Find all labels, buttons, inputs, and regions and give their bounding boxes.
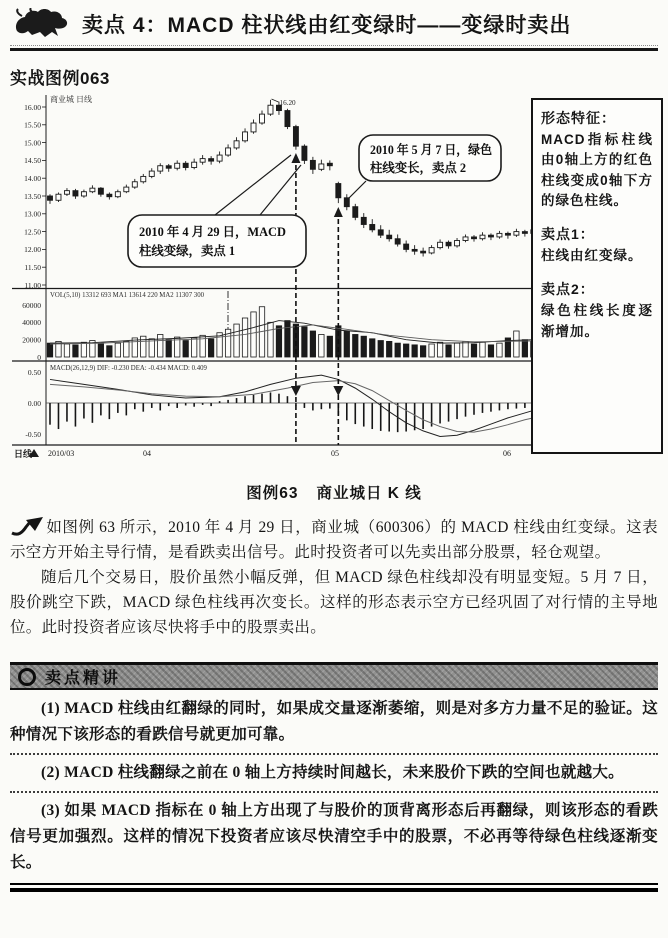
callout-text: 2010 年 5 月 7 日，绿色 <box>370 143 498 157</box>
volume-bar <box>276 326 281 357</box>
sell-point-2-heading: 卖点2： <box>541 281 595 298</box>
volume-bar <box>124 341 129 357</box>
candle-body <box>158 166 163 171</box>
candle-body <box>319 164 324 169</box>
volume-bar <box>302 327 307 357</box>
candle-body <box>56 194 61 200</box>
volume-bar <box>471 344 476 357</box>
x-tick-label: 05 <box>331 449 339 458</box>
volume-bar <box>251 312 256 357</box>
kline-chart <box>10 93 545 465</box>
candle-body <box>480 235 485 239</box>
tips-banner <box>10 662 658 690</box>
candle-body <box>302 146 307 160</box>
x-tick-label: 2010/03 <box>48 449 75 458</box>
volume-bar <box>115 343 120 357</box>
chapter-title: 卖点 4：MACD 柱状线由红变绿时——变绿时卖出 <box>82 14 572 37</box>
volume-bar <box>73 345 78 357</box>
header-rule-dotted <box>10 45 658 46</box>
candle-body <box>310 160 315 169</box>
volume-bar <box>344 331 349 357</box>
candle-body <box>115 192 120 197</box>
sell-down-arrow <box>333 386 343 396</box>
tips-banner-label: 卖点精讲 <box>45 670 122 687</box>
macd-tick-label: 0.00 <box>27 398 41 408</box>
candle-body <box>234 141 239 148</box>
candle-body <box>327 163 332 165</box>
sell-point-2-body: 绿色柱线长度逐渐增加。 <box>541 303 653 339</box>
candle-body <box>421 251 426 253</box>
paragraph-text: 如图例 63 所示，2010 年 4 月 29 日，商业城（600306）的 MACD 柱线由红变绿。这表示空方开始主导行情，是看跌卖出信号。此时投资者可以先卖出部分股票，轻仓观望。 <box>10 519 658 561</box>
pattern-note-box <box>531 98 663 454</box>
candle-body <box>132 182 137 187</box>
candle-body <box>412 249 417 251</box>
pattern-feature-body: MACD指标柱线由0轴上方的红色柱线变成0轴下方的绿色柱线。 <box>541 132 653 208</box>
volume-bar <box>217 333 222 357</box>
volume-bar <box>47 343 52 357</box>
volume-bar <box>514 331 519 357</box>
candle-body <box>488 235 493 237</box>
price-tick-label: 14.50 <box>24 156 41 166</box>
volume-bar <box>488 345 493 357</box>
price-pane-header: 商业城 日线 <box>50 95 92 104</box>
candle-body <box>260 114 265 123</box>
candle-body <box>336 184 341 198</box>
period-label: 日线 <box>14 449 33 459</box>
circle-icon <box>18 668 36 686</box>
candle-body <box>353 207 358 218</box>
figure-caption-label: 图例63 <box>246 485 299 502</box>
volume-bar <box>480 342 485 357</box>
candle-body <box>438 242 443 247</box>
volume-bar <box>361 336 366 357</box>
candle-body <box>124 187 129 192</box>
candle-body <box>48 196 53 200</box>
candle-body <box>293 127 298 147</box>
price-tick-label: 13.00 <box>24 209 41 219</box>
candle-body <box>81 192 86 196</box>
candle-body <box>268 105 273 114</box>
candle-body <box>285 111 290 127</box>
volume-bar <box>429 344 434 357</box>
sell-up-arrow <box>291 153 300 163</box>
candle-body <box>90 188 95 192</box>
callout-text: 柱线变长，卖点 2 <box>370 161 467 175</box>
candle-body <box>505 233 510 235</box>
sell-point-1-body: 柱线由红变绿。 <box>541 248 643 263</box>
volume-bar <box>132 338 137 357</box>
volume-tick-label: 40000 <box>22 318 41 328</box>
callout-text: 2010 年 4 月 29 日，MACD <box>139 225 286 239</box>
volume-bar <box>420 346 425 357</box>
volume-bar <box>208 339 213 357</box>
paragraph <box>10 515 658 565</box>
tip-item: (1) MACD 柱线由红翻绿的同时，如果成交量逐渐萎缩，则是对多方力量不足的验证。这种情况下该形态的看跌信号就更加可靠。 <box>10 700 658 743</box>
candle-body <box>522 232 527 234</box>
price-tick-label: 12.50 <box>24 227 41 237</box>
callout-bubble <box>128 215 306 267</box>
volume-bar <box>446 345 451 357</box>
volume-bar <box>412 345 417 357</box>
callout-leader <box>215 155 291 215</box>
volume-bar <box>310 331 315 357</box>
tip-item: (3) 如果 MACD 指标在 0 轴上方出现了与股价的顶背离形态后再翻绿，则该形态的看跌信号更加强烈。这样的情况下投资者应该尽快清空手中的股票，不必再等待绿色柱线逐渐变长。 <box>10 802 658 871</box>
candle-body <box>149 171 154 176</box>
callout-leader <box>260 165 301 215</box>
candle-body <box>446 242 451 246</box>
sell-point-1-heading: 卖点1： <box>541 226 595 242</box>
bull-icon <box>12 8 70 40</box>
volume-bar <box>98 344 103 357</box>
macd-pane-header: MACD(26,12,9) DIF: -0.230 DEA: -0.434 MACD: 0.409 <box>50 365 207 372</box>
figure-caption-title: 商业城日 K 线 <box>316 485 422 502</box>
volume-ma1-line <box>50 321 533 344</box>
candle-body <box>378 230 383 235</box>
volume-bar <box>191 338 196 357</box>
volume-bar <box>387 341 392 357</box>
chart-region <box>10 93 658 465</box>
sell-point-1-section <box>541 224 653 266</box>
volume-bar <box>522 340 527 357</box>
peak-leader <box>271 99 278 102</box>
x-tick-label: 06 <box>503 449 511 458</box>
price-tick-label: 13.50 <box>24 191 41 201</box>
price-tick-label: 15.00 <box>24 138 41 148</box>
pattern-feature-heading: 形态特征： <box>541 110 616 126</box>
dotted-divider <box>10 753 658 755</box>
macd-tick-label: 0.50 <box>27 367 41 377</box>
dea-line <box>50 381 533 432</box>
header-rule <box>10 48 658 51</box>
example-label: 实战图例063 <box>10 69 110 88</box>
volume-bar <box>183 341 188 357</box>
candle-body <box>73 191 78 196</box>
candle-body <box>472 237 477 239</box>
page-bottom-rule <box>10 883 658 892</box>
candle-body <box>175 163 180 168</box>
tip-item: (2) MACD 柱线翻绿之前在 0 轴上方持续时间越长，未来股价下跌的空间也就越大。 <box>41 764 624 781</box>
candle-body <box>243 132 248 141</box>
volume-bar <box>353 334 358 357</box>
price-tick-label: 14.00 <box>24 174 41 183</box>
candle-body <box>209 159 214 161</box>
candle-body <box>183 163 188 167</box>
tips-list <box>10 696 658 876</box>
candle-body <box>429 248 434 253</box>
volume-bar <box>149 339 154 357</box>
price-tick-label: 11.00 <box>24 280 41 290</box>
sell-up-arrow <box>334 207 343 217</box>
volume-bar <box>378 341 383 357</box>
price-tick-label: 16.00 <box>24 102 41 112</box>
candle-body <box>166 166 171 168</box>
candle-body <box>387 235 392 239</box>
candle-body <box>98 188 103 194</box>
pattern-feature-section <box>541 108 653 211</box>
candle-body <box>107 194 112 196</box>
volume-bar <box>437 342 442 357</box>
volume-bar <box>107 346 112 357</box>
price-tick-label: 12.00 <box>24 245 41 255</box>
candle-body <box>497 233 502 237</box>
volume-bar <box>158 334 163 357</box>
dotted-divider <box>10 791 658 793</box>
callout-text: 柱线变绿，卖点 1 <box>139 244 236 258</box>
candle-body <box>192 162 197 167</box>
volume-bar <box>234 324 239 357</box>
candle-body <box>514 232 519 236</box>
peak-price-label: 16.20 <box>279 99 296 107</box>
candle-body <box>404 244 409 249</box>
body-text <box>10 515 658 640</box>
volume-bar <box>242 318 247 357</box>
candle-body <box>455 241 460 246</box>
volume-bar <box>370 339 375 357</box>
volume-bar <box>64 344 69 357</box>
chapter-header <box>10 6 658 44</box>
paragraph: 随后几个交易日，股价虽然小幅反弹，但 MACD 绿色柱线却没有明显变短。5 月 7 日，股价跳空下跌，MACD 绿色柱线再次变长。这样的形态表示空方已经巩固了对行情的主导地位。此时投资者应该尽快将手中的股票卖出。 <box>10 569 658 636</box>
candle-body <box>361 217 366 224</box>
dif-line <box>50 375 533 436</box>
volume-tick-label: 20000 <box>22 335 41 345</box>
candle-body <box>370 224 375 229</box>
candle-body <box>251 123 256 132</box>
candle-body <box>141 176 146 181</box>
volume-pane-header: VOL(5,10) 13312 693 MA1 13614 220 MA2 11307 300 <box>50 292 204 299</box>
candle-body <box>395 239 400 244</box>
x-tick-label: 04 <box>143 449 151 458</box>
volume-bar <box>403 344 408 357</box>
volume-bar <box>285 321 290 357</box>
candle-body <box>200 159 205 163</box>
pointer-arrow-icon <box>10 516 46 536</box>
volume-bar <box>327 336 332 357</box>
candle-body <box>64 191 69 195</box>
volume-bar <box>268 322 273 357</box>
volume-bar <box>497 343 502 357</box>
volume-bar <box>395 343 400 357</box>
price-tick-label: 15.50 <box>24 120 41 130</box>
price-tick-label: 11.50 <box>24 263 41 272</box>
volume-bar <box>454 343 459 357</box>
callout-leader <box>346 181 366 201</box>
volume-tick-label: 60000 <box>22 300 41 310</box>
volume-bar <box>166 340 171 357</box>
sell-point-2-section <box>541 279 653 342</box>
candle-body <box>226 148 231 155</box>
macd-tick-label: -0.50 <box>25 429 41 439</box>
volume-tick-label: 0 <box>37 352 41 362</box>
volume-bar <box>463 341 468 357</box>
figure-caption <box>10 481 658 503</box>
volume-bar <box>81 342 86 357</box>
sell-down-arrow <box>291 386 301 396</box>
candle-body <box>217 155 222 161</box>
volume-bar <box>319 334 324 357</box>
candle-body <box>463 237 468 241</box>
